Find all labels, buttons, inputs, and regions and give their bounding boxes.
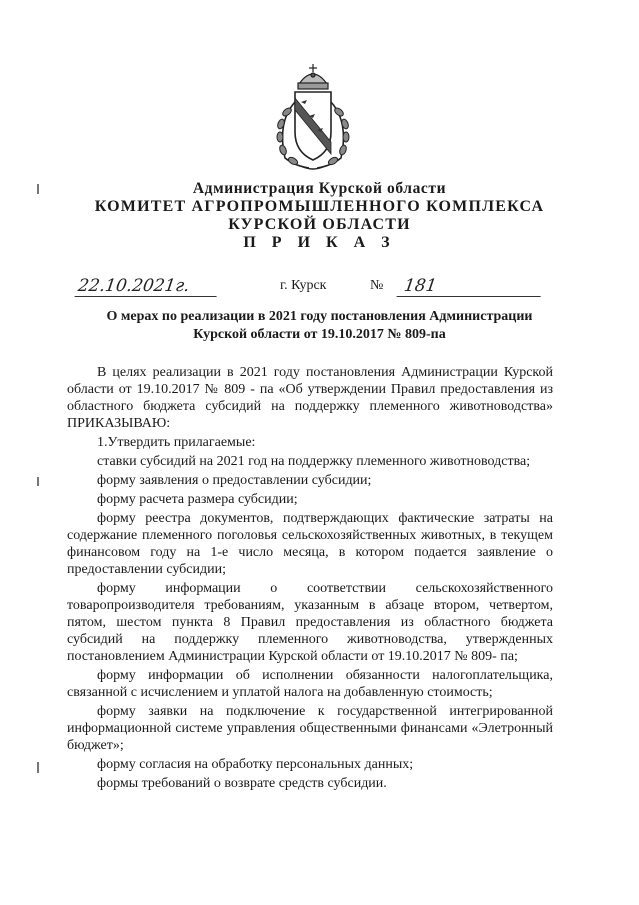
subject-line-2: Курской области от 19.10.2017 № 809-па [193, 327, 446, 342]
body-paragraph: формы требований о возврате средств субсидии. [97, 776, 387, 791]
scan-margin-mark [37, 477, 39, 486]
body-paragraph: форму заявления о предоставлении субсидии; [97, 473, 372, 488]
header-administration: Администрация Курской области [192, 180, 447, 197]
order-meta-row [0, 276, 639, 300]
document-type-title: П Р И К А З [243, 234, 396, 251]
coat-of-arms-icon [265, 62, 361, 174]
body-paragraph: форму реестра документов, подтверждающих фактические затраты на содержание племенного поголовья сельскохозяйственных животных, в текущем финансовом году на 1-е число месяца, в котором подается заявление о предоставлении субсидии; [67, 511, 553, 577]
subject-line-1: О мерах по реализации в 2021 году постановления Администрации [106, 309, 533, 324]
body-paragraph: В целях реализации в 2021 году постановления Администрации Курской области от 19.10.2017 № 809 - па «Об утверждении Правил предоставления из областного бюджета субсидий на поддержку племенного животноводства» ПРИКАЗЫВАЮ: [67, 365, 553, 431]
handwritten-number: 181 [397, 276, 544, 297]
order-body [67, 364, 553, 794]
body-paragraph: форму согласия на обработку персональных данных; [97, 757, 414, 772]
body-paragraph: форму информации об исполнении обязанности налогоплательщика, связанной с исчислением и уплатой налога на добавленную стоимость; [67, 668, 553, 700]
number-sign: № [370, 278, 384, 293]
city-label: г. Курск [280, 278, 327, 293]
header-region: КУРСКОЙ ОБЛАСТИ [228, 216, 411, 233]
header-committee: КОМИТЕТ АГРОПРОМЫШЛЕННОГО КОМПЛЕКСА [94, 198, 545, 215]
body-paragraph: ставки субсидий на 2021 год на поддержку племенного животноводства; [97, 454, 531, 469]
order-subject [0, 308, 639, 344]
scan-margin-mark [37, 762, 39, 773]
handwritten-date: 22.10.2021г. [75, 276, 220, 297]
body-paragraph: форму информации о соответствии сельскохозяйственного товаропроизводителя требованиям, указанным в абзаце втором, четвертом, пятом, шестом пункта 8 Правил предоставления из областного бюджета субсидий на поддержку племенного животноводства, утвержденных постановлением Администрации Курской области от 19.10.2017 № 809- па; [67, 581, 553, 664]
body-paragraph: форму расчета размера субсидии; [97, 492, 298, 507]
body-paragraph: 1.Утвердить прилагаемые: [97, 435, 256, 450]
body-paragraph: форму заявки на подключение к государственной интегрированной информационной системе управления общественными финансами «Элетронный бюджет»; [67, 704, 553, 753]
